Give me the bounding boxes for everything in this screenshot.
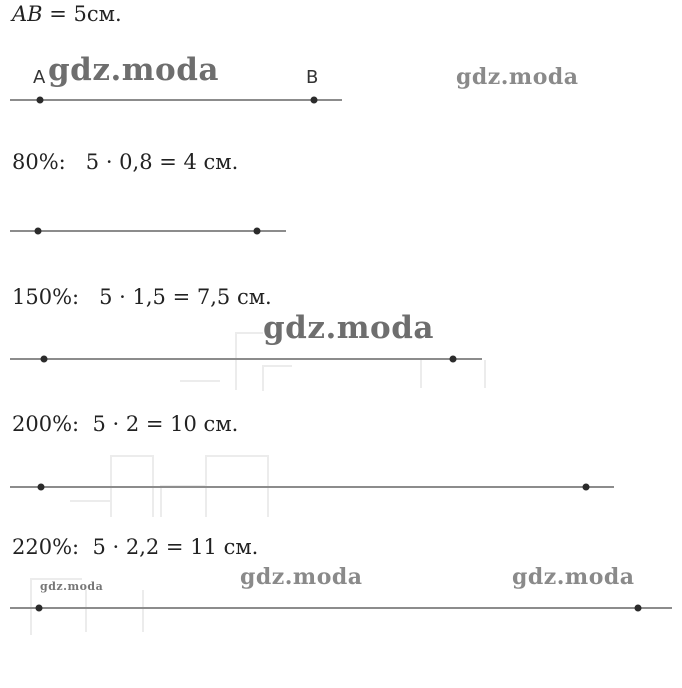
row-80-equation: 80%: 5 · 0,8 = 4 см. — [12, 150, 239, 174]
segment-start-point — [41, 356, 48, 363]
segment-start-point — [38, 484, 45, 491]
segment-220 — [10, 605, 672, 612]
segment-end-point — [583, 484, 590, 491]
segment-start-point — [36, 605, 43, 612]
watermark-logo: gdz.moda — [456, 64, 579, 90]
watermark-logo: gdz.moda — [240, 564, 363, 590]
segment-ab — [10, 97, 342, 104]
point-b-label: B — [306, 67, 319, 88]
segment-80 — [10, 228, 286, 235]
watermark-logo: gdz.moda — [48, 52, 219, 88]
watermark-logo: gdz.moda — [40, 580, 104, 593]
segment-name: AB — [12, 2, 43, 26]
row-150-equation: 150%: 5 · 1,5 = 7,5 см. — [12, 285, 272, 309]
segment-end-point — [635, 605, 642, 612]
point-a-label: A — [33, 67, 46, 88]
watermark-logo: gdz.moda — [512, 564, 635, 590]
segment-start-point — [35, 228, 42, 235]
segment-150 — [10, 356, 482, 363]
segment-end-point — [450, 356, 457, 363]
row-220-equation: 220%: 5 · 2,2 = 11 см. — [12, 535, 259, 559]
watermark-logo: gdz.moda — [263, 310, 434, 346]
point-a — [37, 97, 44, 104]
segment-200 — [10, 484, 614, 491]
segment-length: = 5см. — [42, 2, 122, 26]
segment-end-point — [254, 228, 261, 235]
point-b — [311, 97, 318, 104]
row-200-equation: 200%: 5 · 2 = 10 см. — [12, 412, 239, 436]
